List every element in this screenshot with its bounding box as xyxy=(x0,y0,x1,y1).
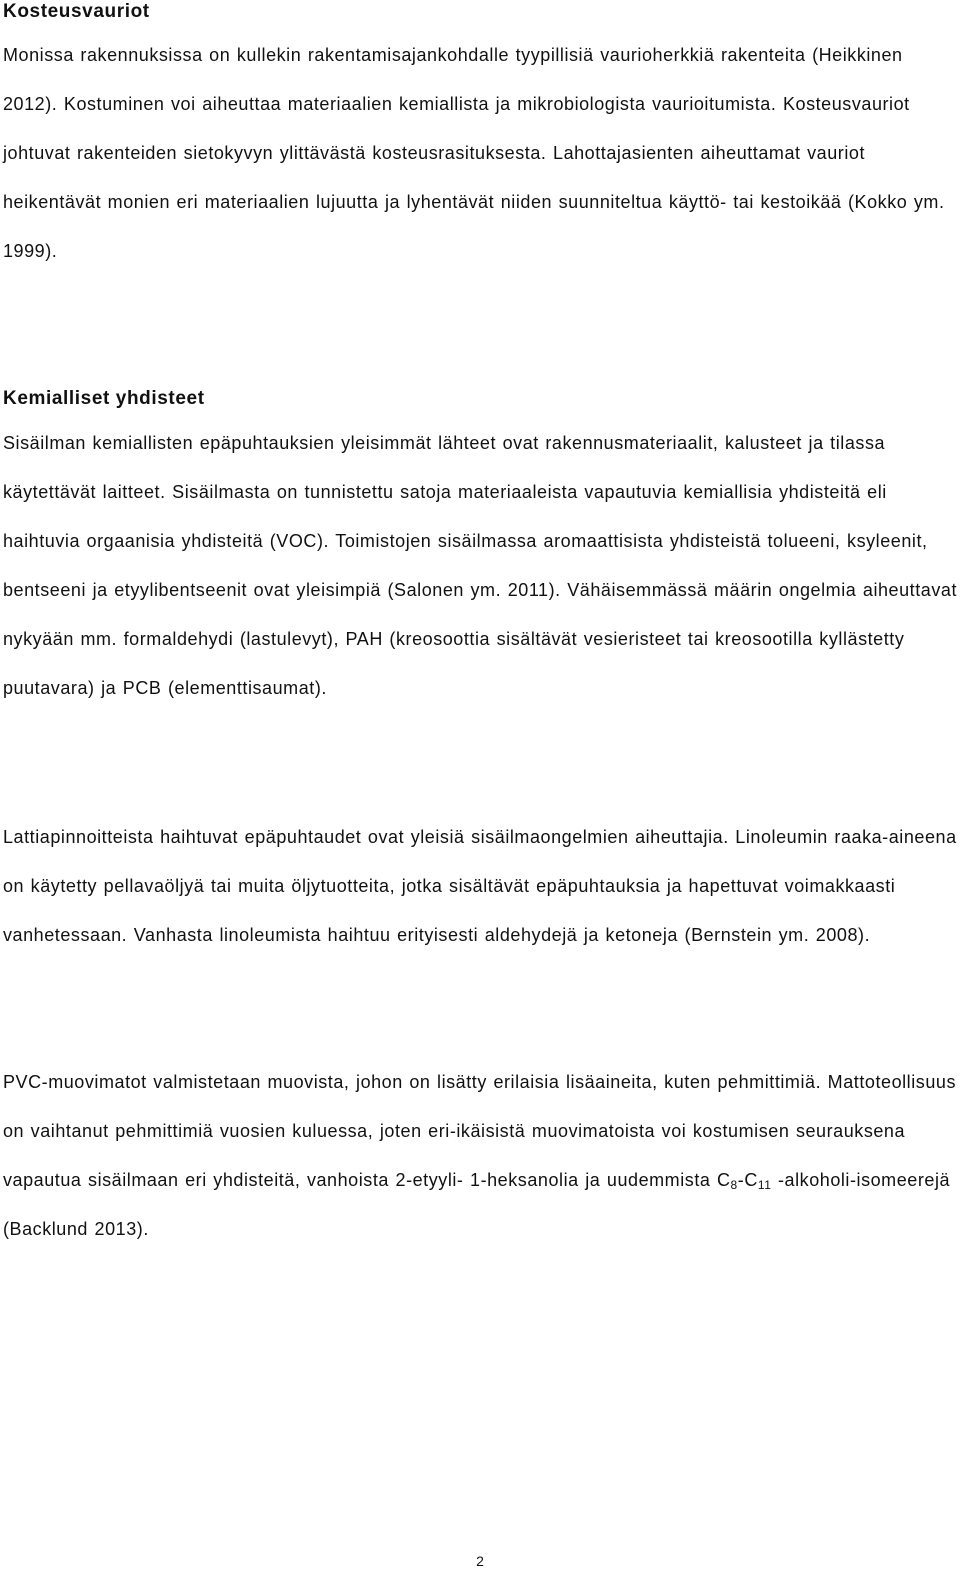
paragraph-pvc-muovimatot xyxy=(3,1058,957,1254)
paragraph-kemialliset-yhdisteet: Sisäilman kemiallisten epäpuhtauksien yleisimmät lähteet ovat rakennusmateriaalit, kalusteet ja tilassa käytettävät laitteet. Sisäilmasta on tunnistettu satoja materiaaleista vapautuvia kemiallisia yhdisteitä eli haihtuvia orgaanisia yhdisteitä (VOC). Toimistojen sisäilmassa aromaattisista yhdisteistä tolueeni, ksyleenit, bentseeni ja etyylibentseenit ovat yleisimpiä (Salonen ym. 2011). Vähäisemmässä määrin ongelmia aiheuttavat nykyään mm. formaldehydi (lastulevyt), PAH (kreosoottia sisältävät vesieristeet tai kreosootilla kyllästetty puutavara) ja PCB (elementtisaumat). xyxy=(3,433,957,698)
paragraph-kosteusvauriot: Monissa rakennuksissa on kullekin rakentamisajankohdalle tyypillisiä vaurioherkkiä rakenteita (Heikkinen 2012). Kostuminen voi aiheuttaa materiaalien kemiallista ja mikrobiologista vaurioitumista. Kosteusvauriot johtuvat rakenteiden sietokyvyn ylittävästä kosteusrasituksesta. Lahottajasienten aiheuttamat vauriot heikentävät monien eri materiaalien lujuutta ja lyhentävät niiden suunniteltua käyttö- tai kestoikää (Kokko ym. 1999). xyxy=(3,45,945,261)
paragraph-lattiapinnoitteet: Lattiapinnoitteista haihtuvat epäpuhtaudet ovat yleisiä sisäilmaongelmien aiheuttajia. Linoleumin raaka-aineena on käytetty pellavaöljyä tai muita öljytuotteita, jotka sisältävät epäpuhtauksia ja hapettuvat voimakkaasti vanhetessaan. Vanhasta linoleumista haihtuu erityisesti aldehydejä ja ketoneja (Bernstein ym. 2008). xyxy=(3,827,957,945)
pvc-text-before: PVC-muovimatot valmistetaan muovista, johon on lisätty erilaisia lisäaineita, kuten pehmittimiä. Mattoteollisuus on vaihtanut pehmittimiä vuosien kuluessa, joten eri-ikäisistä muovimatoista voi kostumisen seurauksena vapautua sisäilmaan eri yhdisteitä, vanhoista 2-etyyli- 1-heksanolia ja uudemmista C xyxy=(3,1072,956,1190)
section-heading-kosteusvauriot: Kosteusvauriot xyxy=(3,1,150,22)
pvc-text-middle: -C xyxy=(737,1170,758,1190)
pvc-text-after: -alkoholi-isomeerejä (Backlund 2013). xyxy=(3,1170,951,1239)
subscript-8: 8 xyxy=(730,1178,738,1192)
subscript-11: 11 xyxy=(757,1178,772,1192)
section-heading-kemialliset-yhdisteet: Kemialliset yhdisteet xyxy=(3,388,205,409)
page-number: 2 xyxy=(476,1553,484,1569)
